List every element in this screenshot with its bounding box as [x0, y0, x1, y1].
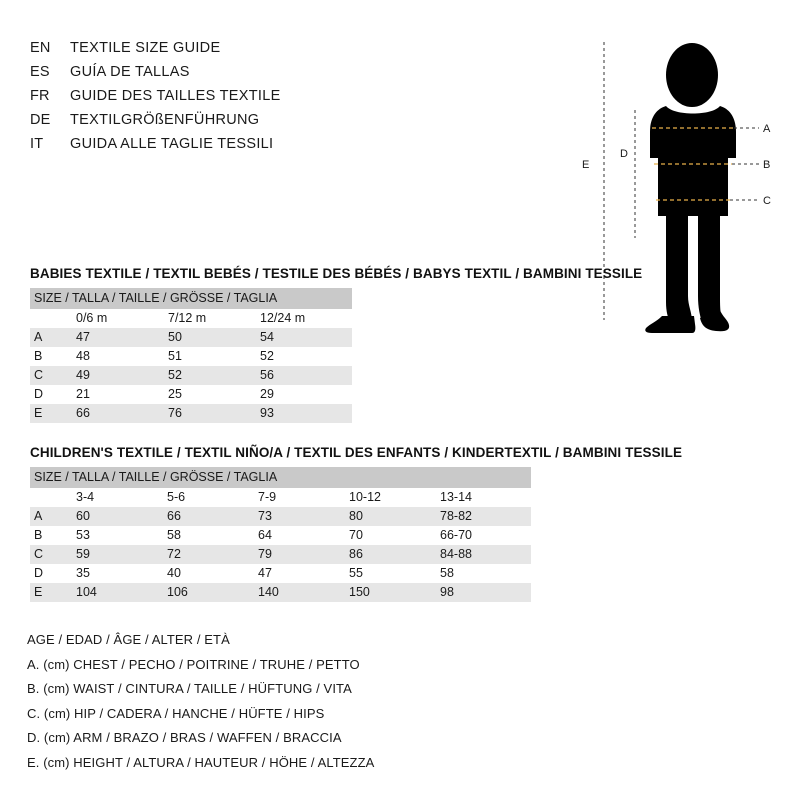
table-cell: 98 — [440, 583, 531, 602]
table-cell: 104 — [76, 583, 167, 602]
list-item — [30, 136, 590, 160]
table-band-row — [30, 467, 531, 488]
table-row — [30, 583, 531, 602]
language-title-list — [30, 40, 590, 160]
table-row — [30, 564, 531, 583]
table-cell: 48 — [76, 347, 168, 366]
table-cell: 47 — [258, 564, 349, 583]
figure-marker-b: B — [763, 159, 771, 171]
table-cell: 70 — [349, 526, 440, 545]
column-header: 0/6 m — [76, 309, 168, 328]
list-item — [30, 40, 590, 64]
table-row — [30, 404, 352, 423]
table-cell: 58 — [440, 564, 531, 583]
table-cell: 80 — [349, 507, 440, 526]
table-cell: 35 — [76, 564, 167, 583]
legend-line: C. (cm) HIP / CADERA / HANCHE / HÜFTE / HIPS — [27, 705, 325, 721]
table-cell: 64 — [258, 526, 349, 545]
column-header: 7/12 m — [168, 309, 260, 328]
row-label: D — [30, 385, 76, 404]
babies-size-table — [30, 288, 352, 423]
figure-marker-d: D — [620, 148, 628, 160]
row-label: B — [30, 526, 76, 545]
language-title: TEXTILE SIZE GUIDE — [70, 40, 221, 56]
table-cell: 54 — [260, 328, 352, 347]
legend-line: A. (cm) CHEST / PECHO / POITRINE / TRUHE / PETTO — [27, 656, 360, 672]
babies-band-label: SIZE / TALLA / TAILLE / GRÖSSE / TAGLIA — [30, 288, 352, 309]
table-cell: 47 — [76, 328, 168, 347]
list-item — [30, 88, 590, 112]
table-row — [30, 385, 352, 404]
column-header: 3-4 — [76, 488, 167, 507]
table-cell: 21 — [76, 385, 168, 404]
row-label: C — [30, 366, 76, 385]
table-cell: 76 — [168, 404, 260, 423]
legend-line: B. (cm) WAIST / CINTURA / TAILLE / HÜFTUNG / VITA — [27, 681, 352, 696]
language-code: FR — [30, 88, 50, 104]
legend-line: AGE / EDAD / ÂGE / ALTER / ETÀ — [27, 632, 230, 647]
column-header: 5-6 — [167, 488, 258, 507]
table-cell: 106 — [167, 583, 258, 602]
row-label: C — [30, 545, 76, 564]
language-title: TEXTILGRÖßENFÜHRUNG — [70, 112, 260, 128]
table-cell: 73 — [258, 507, 349, 526]
language-code: ES — [30, 64, 50, 80]
table-cell: 93 — [260, 404, 352, 423]
table-header-row — [30, 309, 352, 328]
table-cell: 25 — [168, 385, 260, 404]
column-header: 7-9 — [258, 488, 349, 507]
table-row — [30, 347, 352, 366]
table-cell: 66-70 — [440, 526, 531, 545]
list-item — [30, 112, 590, 136]
children-size-table — [30, 467, 531, 602]
children-table-section — [30, 445, 682, 602]
row-label: E — [30, 404, 76, 423]
table-cell: 60 — [76, 507, 167, 526]
column-header: 10-12 — [349, 488, 440, 507]
table-row — [30, 507, 531, 526]
language-title: GUIDE DES TAILLES TEXTILE — [70, 88, 281, 104]
table-cell: 53 — [76, 526, 167, 545]
table-cell: 52 — [260, 347, 352, 366]
table-cell: 66 — [167, 507, 258, 526]
table-cell: 59 — [76, 545, 167, 564]
table-cell: 40 — [167, 564, 258, 583]
table-cell: 55 — [349, 564, 440, 583]
language-title: GUIDA ALLE TAGLIE TESSILI — [70, 136, 274, 152]
row-label: B — [30, 347, 76, 366]
row-label: A — [30, 507, 76, 526]
table-cell: 66 — [76, 404, 168, 423]
column-header: 12/24 m — [260, 309, 352, 328]
language-code: EN — [30, 40, 51, 56]
table-row — [30, 526, 531, 545]
table-row — [30, 328, 352, 347]
table-cell: 72 — [167, 545, 258, 564]
babies-section-title: BABIES TEXTILE / TEXTIL BEBÉS / TESTILE DES BÉBÉS / BABYS TEXTIL / BAMBINI TESSILE — [30, 266, 643, 281]
children-section-title: CHILDREN'S TEXTILE / TEXTIL NIÑO/A / TEXTIL DES ENFANTS / KINDERTEXTIL / BAMBINI TESSILE — [30, 445, 683, 460]
row-label: E — [30, 583, 76, 602]
table-cell: 49 — [76, 366, 168, 385]
list-item — [30, 64, 590, 88]
children-band-label: SIZE / TALLA / TAILLE / GRÖSSE / TAGLIA — [30, 467, 531, 488]
table-cell: 50 — [168, 328, 260, 347]
table-corner-cell — [30, 309, 76, 328]
figure-marker-a: A — [763, 123, 771, 135]
measurement-legend — [27, 628, 374, 775]
table-row — [30, 366, 352, 385]
table-cell: 84-88 — [440, 545, 531, 564]
table-cell: 140 — [258, 583, 349, 602]
figure-marker-c: C — [763, 195, 771, 207]
language-code: IT — [30, 136, 44, 152]
language-title: GUÍA DE TALLAS — [70, 64, 190, 80]
table-cell: 56 — [260, 366, 352, 385]
table-cell: 86 — [349, 545, 440, 564]
table-cell: 51 — [168, 347, 260, 366]
row-label: A — [30, 328, 76, 347]
table-cell: 52 — [168, 366, 260, 385]
table-band-row — [30, 288, 352, 309]
legend-line: E. (cm) HEIGHT / ALTURA / HAUTEUR / HÖHE / ALTEZZA — [27, 754, 375, 770]
row-label: D — [30, 564, 76, 583]
table-corner-cell — [30, 488, 76, 507]
table-header-row — [30, 488, 531, 507]
language-code: DE — [30, 112, 51, 128]
table-cell: 79 — [258, 545, 349, 564]
table-row — [30, 545, 531, 564]
table-cell: 78-82 — [440, 507, 531, 526]
figure-marker-e: E — [582, 159, 590, 171]
column-header: 13-14 — [440, 488, 531, 507]
table-cell: 150 — [349, 583, 440, 602]
babies-table-section — [30, 266, 642, 423]
table-cell: 29 — [260, 385, 352, 404]
table-cell: 58 — [167, 526, 258, 545]
legend-line: D. (cm) ARM / BRAZO / BRAS / WAFFEN / BRACCIA — [27, 730, 342, 745]
